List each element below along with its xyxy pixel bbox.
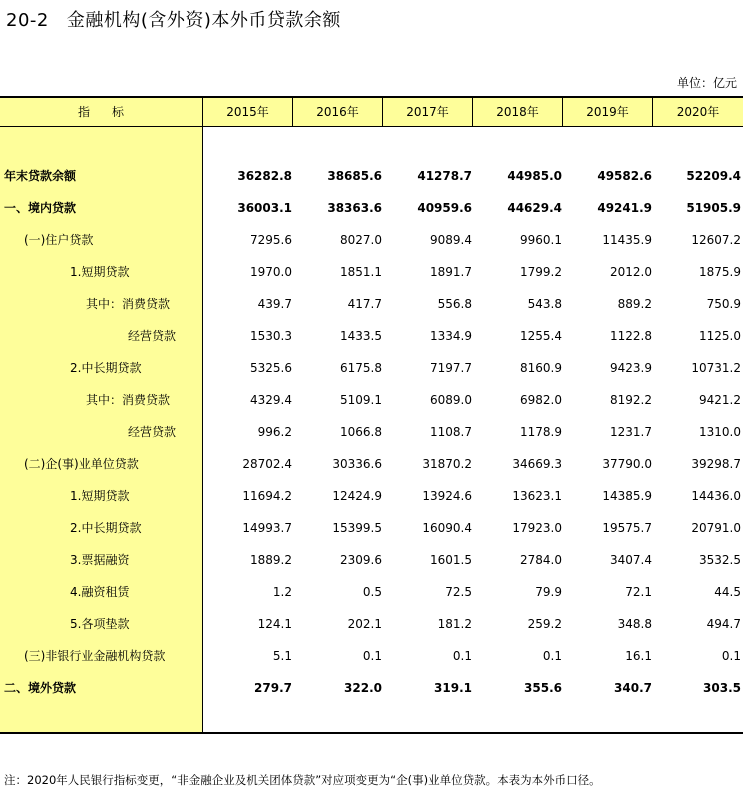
value-cell-2018: 13623.1 [512,489,562,503]
value-cell-2015: 5325.6 [250,361,292,375]
value-cell-2020: 494.7 [706,617,741,631]
value-cell-2015: 7295.6 [250,233,292,247]
value-cell-2016: 1066.8 [340,425,382,439]
value-cell-2020: 750.9 [706,297,741,311]
footnote: 注：2020年人民银行指标变更，“非金融企业及机关团体贷款”对应项变更为“企(事)业单位贷款。本表为本外币口径。 [4,773,601,787]
table-number: 20-2 [6,10,49,31]
value-cell-2015: 11694.2 [242,489,292,503]
value-cell-2016: 2309.6 [340,553,382,567]
page-title [6,6,341,32]
value-cell-2020: 1310.0 [699,425,741,439]
table-row [0,480,743,512]
header-year-2016: 2016年 [292,98,382,126]
value-cell-2017: 319.1 [434,681,472,695]
value-cell-2018: 9960.1 [520,233,562,247]
value-cell-2017: 1601.5 [430,553,472,567]
value-cell-2015: 439.7 [257,297,292,311]
value-cell-2016: 6175.8 [340,361,382,375]
table-row [0,320,743,352]
header-stub: 指标 [77,105,146,119]
value-cell-2017: 16090.4 [422,521,472,535]
value-cell-2017: 1891.7 [430,265,472,279]
value-cell-2019: 14385.9 [602,489,652,503]
row-label: (一)住户贷款 [24,233,94,247]
value-cell-2020: 10731.2 [691,361,741,375]
value-cell-2019: 340.7 [614,681,652,695]
value-cell-2019: 1231.7 [610,425,652,439]
value-cell-2017: 1334.9 [430,329,472,343]
header-year-2020: 2020年 [652,98,743,126]
value-cell-2016: 38363.6 [327,201,382,215]
value-cell-2015: 5.1 [272,649,292,663]
value-cell-2018: 44985.0 [507,169,562,183]
table-row [0,448,743,480]
table-row [0,288,743,320]
value-cell-2018: 8160.9 [520,361,562,375]
value-cell-2018: 1178.9 [520,425,562,439]
value-cell-2016: 8027.0 [340,233,382,247]
value-cell-2015: 36003.1 [237,201,292,215]
row-label: 一、境内贷款 [4,201,77,215]
value-cell-2017: 556.8 [437,297,472,311]
table-row [0,640,743,672]
value-cell-2016: 12424.9 [332,489,382,503]
value-cell-2018: 2784.0 [520,553,562,567]
value-cell-2018: 6982.0 [520,393,562,407]
value-cell-2020: 39298.7 [691,457,741,471]
value-cell-2017: 7197.7 [430,361,472,375]
row-label: (二)企(事)业单位贷款 [24,457,139,471]
value-cell-2020: 52209.4 [686,169,741,183]
row-label: 其中：消费贷款 [86,393,171,407]
value-cell-2020: 44.5 [714,585,741,599]
table-row [0,512,743,544]
value-cell-2017: 0.1 [452,649,472,663]
row-label: (三)非银行业金融机构贷款 [24,649,166,663]
value-cell-2017: 31870.2 [422,457,472,471]
table-title: 金融机构(含外资)本外币贷款余额 [66,10,341,31]
table-row [0,192,743,224]
value-cell-2016: 0.1 [362,649,382,663]
value-cell-2015: 996.2 [257,425,292,439]
value-cell-2016: 1851.1 [340,265,382,279]
value-cell-2019: 2012.0 [610,265,652,279]
header-year-2017: 2017年 [382,98,472,126]
value-cell-2019: 8192.2 [610,393,652,407]
table-row [0,256,743,288]
row-label: 5.各项垫款 [70,617,130,631]
value-cell-2020: 14436.0 [691,489,741,503]
value-cell-2018: 34669.3 [512,457,562,471]
value-cell-2020: 12607.2 [691,233,741,247]
value-cell-2020: 1125.0 [699,329,741,343]
value-cell-2019: 72.1 [625,585,652,599]
value-cell-2018: 1799.2 [520,265,562,279]
unit-label: 单位：亿元 [676,76,737,90]
value-cell-2017: 72.5 [445,585,472,599]
value-cell-2016: 1433.5 [340,329,382,343]
value-cell-2016: 417.7 [347,297,382,311]
row-label: 年末贷款余额 [4,169,77,183]
value-cell-2015: 1.2 [272,585,292,599]
row-label: 3.票据融资 [70,553,130,567]
value-cell-2015: 28702.4 [242,457,292,471]
value-cell-2016: 202.1 [347,617,382,631]
value-cell-2019: 1122.8 [610,329,652,343]
header-year-2015: 2015年 [202,98,292,126]
value-cell-2019: 16.1 [625,649,652,663]
value-cell-2018: 0.1 [542,649,562,663]
value-cell-2019: 3407.4 [610,553,652,567]
value-cell-2020: 1875.9 [699,265,741,279]
row-label: 经营贷款 [128,425,177,439]
row-label: 1.短期贷款 [70,265,130,279]
row-label: 2.中长期贷款 [70,521,142,535]
value-cell-2017: 40959.6 [417,201,472,215]
value-cell-2018: 355.6 [524,681,562,695]
row-label: 经营贷款 [128,329,177,343]
value-cell-2015: 124.1 [257,617,292,631]
value-cell-2017: 13924.6 [422,489,472,503]
value-cell-2020: 0.1 [721,649,741,663]
table-header [0,98,743,127]
value-cell-2015: 36282.8 [237,169,292,183]
table-row [0,576,743,608]
table-row [0,416,743,448]
value-cell-2020: 20791.0 [691,521,741,535]
value-cell-2015: 1889.2 [250,553,292,567]
table-row [0,160,743,192]
value-cell-2019: 49582.6 [597,169,652,183]
value-cell-2016: 15399.5 [332,521,382,535]
row-label: 2.中长期贷款 [70,361,142,375]
value-cell-2017: 9089.4 [430,233,472,247]
value-cell-2018: 1255.4 [520,329,562,343]
value-cell-2019: 889.2 [617,297,652,311]
table-row [0,352,743,384]
value-cell-2015: 1530.3 [250,329,292,343]
value-cell-2017: 6089.0 [430,393,472,407]
row-label: 1.短期贷款 [70,489,130,503]
table-row [0,384,743,416]
value-cell-2015: 4329.4 [250,393,292,407]
header-year-2019: 2019年 [562,98,652,126]
value-cell-2015: 14993.7 [242,521,292,535]
value-cell-2018: 44629.4 [507,201,562,215]
value-cell-2020: 51905.9 [686,201,741,215]
value-cell-2018: 17923.0 [512,521,562,535]
value-cell-2015: 1970.0 [250,265,292,279]
value-cell-2018: 543.8 [527,297,562,311]
value-cell-2016: 5109.1 [340,393,382,407]
value-cell-2019: 348.8 [617,617,652,631]
header-year-2018: 2018年 [472,98,562,126]
value-cell-2020: 303.5 [703,681,741,695]
value-cell-2018: 79.9 [535,585,562,599]
value-cell-2018: 259.2 [527,617,562,631]
table-row [0,224,743,256]
row-label: 二、境外贷款 [4,681,77,695]
value-cell-2016: 0.5 [362,585,382,599]
value-cell-2017: 1108.7 [430,425,472,439]
value-cell-2015: 279.7 [254,681,292,695]
value-cell-2019: 19575.7 [602,521,652,535]
value-cell-2016: 30336.6 [332,457,382,471]
value-cell-2019: 37790.0 [602,457,652,471]
value-cell-2016: 322.0 [344,681,382,695]
row-label: 4.融资租赁 [70,585,130,599]
value-cell-2019: 49241.9 [597,201,652,215]
table-row [0,544,743,576]
value-cell-2016: 38685.6 [327,169,382,183]
value-cell-2019: 9423.9 [610,361,652,375]
value-cell-2020: 3532.5 [699,553,741,567]
value-cell-2017: 181.2 [437,617,472,631]
row-label: 其中：消费贷款 [86,297,171,311]
value-cell-2019: 11435.9 [602,233,652,247]
table-row [0,608,743,640]
value-cell-2020: 9421.2 [699,393,741,407]
table-row [0,672,743,704]
value-cell-2017: 41278.7 [417,169,472,183]
data-table [0,96,743,734]
